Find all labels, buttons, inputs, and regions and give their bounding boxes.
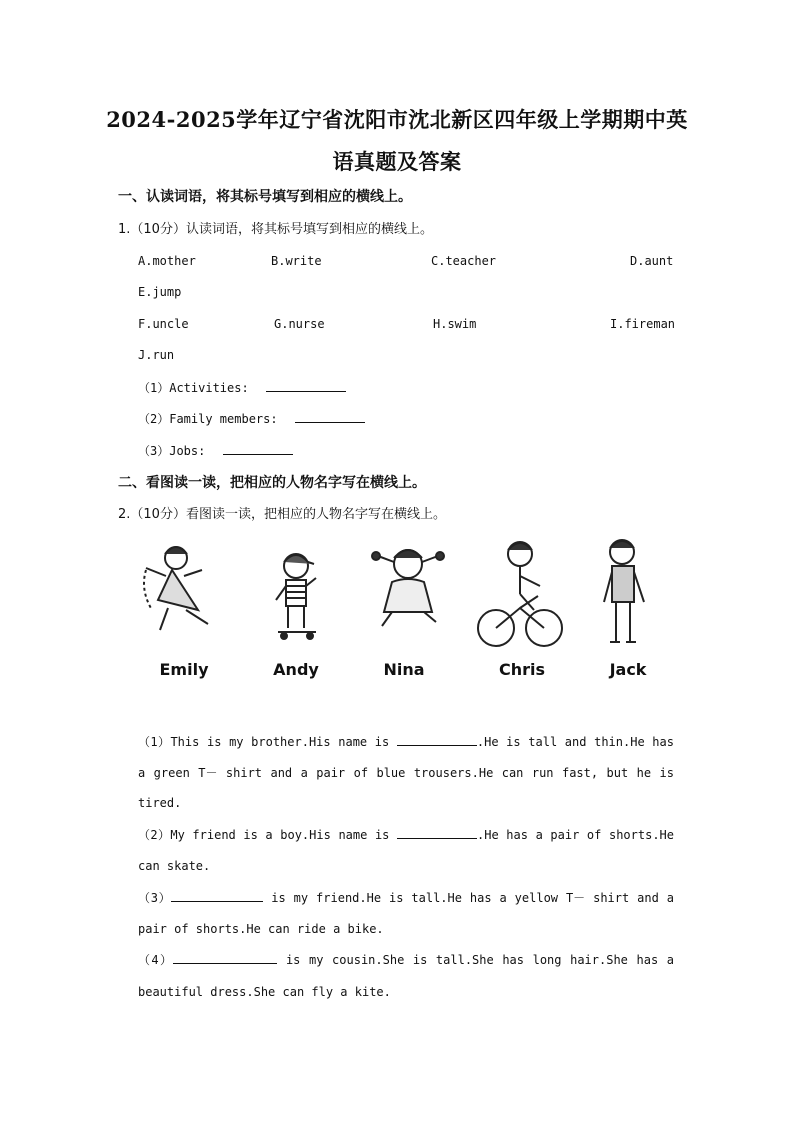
name-label-nina: Nina bbox=[383, 660, 425, 679]
item3-line1 bbox=[138, 889, 674, 906]
children-drawing bbox=[128, 536, 668, 656]
option-c: C.teacher bbox=[431, 254, 497, 268]
nina-figure bbox=[372, 550, 444, 626]
answer-blank-item2[interactable] bbox=[397, 826, 477, 839]
item1-line1 bbox=[138, 733, 674, 750]
item2-text-a: （2）My friend is a boy.His name is bbox=[138, 828, 390, 842]
option-b: B.write bbox=[271, 254, 322, 268]
prompt-activities bbox=[138, 379, 346, 396]
jack-figure bbox=[604, 540, 644, 642]
option-i: I.fireman bbox=[610, 317, 676, 331]
section1-heading: 一、认读词语，将其标号填写到相应的横线上。 bbox=[118, 189, 412, 205]
chris-figure bbox=[478, 542, 562, 646]
name-label-jack: Jack bbox=[609, 660, 647, 679]
name-label-emily: Emily bbox=[159, 660, 209, 679]
item2-line2: can skate. bbox=[138, 859, 211, 873]
name-label-andy: Andy bbox=[273, 660, 319, 679]
answer-blank-item4[interactable] bbox=[173, 951, 277, 964]
answer-blank-activities[interactable] bbox=[266, 379, 346, 392]
children-illustration bbox=[128, 536, 668, 696]
item1-line3: tired. bbox=[138, 796, 182, 810]
item3-text-b: is my friend.He is tall.He has a yellow T－ shirt and a bbox=[271, 891, 674, 905]
section2-heading: 二、看图读一读，把相应的人物名字写在横线上。 bbox=[118, 475, 426, 491]
item4-line2: beautiful dress.She can fly a kite. bbox=[138, 985, 391, 999]
option-h: H.swim bbox=[433, 317, 477, 331]
prompt-jobs bbox=[138, 442, 293, 459]
option-a: A.mother bbox=[138, 254, 196, 268]
option-g: G.nurse bbox=[274, 317, 325, 331]
item1-text-a: （1）This is my brother.His name is bbox=[138, 735, 390, 749]
question1-text: 1.（10分）认读词语，将其标号填写到相应的横线上。 bbox=[118, 222, 433, 237]
name-label-chris: Chris bbox=[498, 660, 546, 679]
page-title-line2: 语真题及答案 bbox=[332, 149, 462, 174]
item3-line2: pair of shorts.He can ride a bike. bbox=[138, 922, 384, 936]
option-f: F.uncle bbox=[138, 317, 189, 331]
prompt-family bbox=[138, 410, 365, 427]
option-j: J.run bbox=[138, 348, 175, 362]
andy-figure bbox=[276, 554, 316, 639]
prompt-jobs-label: （3）Jobs: bbox=[138, 444, 206, 458]
option-e: E.jump bbox=[138, 285, 182, 299]
item4-text-a: （4） bbox=[138, 953, 174, 967]
answer-blank-item1[interactable] bbox=[397, 733, 477, 746]
answer-blank-item3[interactable] bbox=[171, 889, 263, 902]
item1-line2: a green T－ shirt and a pair of blue trousers.He can run fast, but he is bbox=[138, 766, 674, 780]
item3-text-a: （3） bbox=[138, 891, 172, 905]
item2-line1 bbox=[138, 826, 674, 843]
answer-blank-family[interactable] bbox=[295, 410, 365, 423]
item2-text-b: .He has a pair of shorts.He bbox=[477, 828, 674, 842]
item4-line1 bbox=[138, 951, 674, 968]
option-d: D.aunt bbox=[630, 254, 674, 268]
answer-blank-jobs[interactable] bbox=[223, 442, 293, 455]
emily-figure bbox=[144, 547, 208, 630]
question2-text: 2.（10分）看图读一读，把相应的人物名字写在横线上。 bbox=[118, 507, 446, 522]
item4-text-b: is my cousin.She is tall.She has long hair.She has a bbox=[285, 953, 674, 967]
prompt-activities-label: （1）Activities: bbox=[138, 381, 249, 395]
prompt-family-label: （2）Family members: bbox=[138, 412, 278, 426]
page-title-line1: 2024-2025学年辽宁省沈阳市沈北新区四年级上学期期中英 bbox=[106, 107, 688, 132]
item1-text-b: .He is tall and thin.He has bbox=[476, 735, 674, 749]
